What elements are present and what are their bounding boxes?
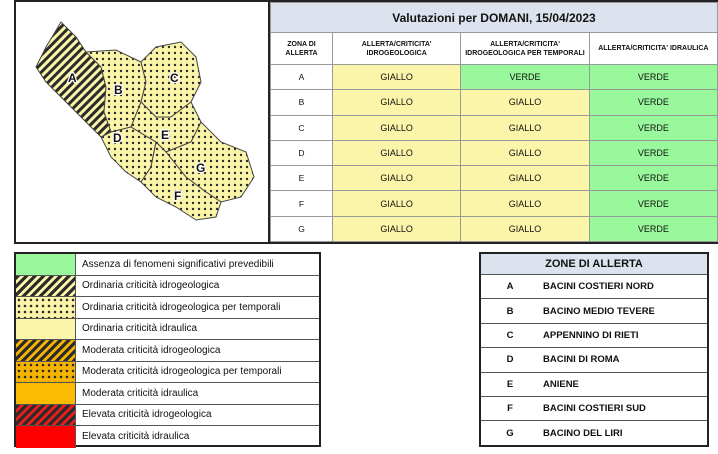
legend-swatch-yellow-stripe [16, 276, 76, 297]
top-panel [14, 0, 718, 244]
zones-panel [479, 252, 709, 447]
row-idro: GIALLO [333, 166, 461, 191]
table-row [271, 166, 718, 191]
legend-item [16, 405, 319, 427]
legend-label: Ordinaria criticità idraulica [82, 323, 198, 335]
table-row [271, 115, 718, 140]
legend-swatch-red-stripe [16, 405, 76, 426]
row-idraulica: VERDE [589, 216, 717, 241]
list-item [481, 299, 707, 323]
zone-letter: B [506, 305, 514, 317]
legend-label: Assenza di fenomeni significativi prevedibili [82, 258, 274, 270]
zone-name: ANIENE [543, 378, 579, 390]
row-temp: GIALLO [461, 115, 589, 140]
table-title: Valutazioni per DOMANI, 15/04/2023 [271, 3, 718, 33]
zone-letter: F [507, 403, 513, 415]
zones-title: ZONE DI ALLERTA [481, 254, 707, 275]
zone-letter: D [506, 354, 514, 366]
legend-swatch-orange [16, 383, 76, 404]
zone-b-label: B [114, 83, 123, 97]
row-idro: GIALLO [333, 115, 461, 140]
legend-label: Moderata criticità idrogeologica per temporali [82, 366, 282, 378]
zone-c-label: C [170, 71, 179, 85]
row-zone: D [271, 140, 333, 165]
legend-item [16, 276, 319, 298]
row-idraulica: VERDE [589, 191, 717, 216]
row-idraulica: VERDE [589, 90, 717, 115]
row-zone: F [271, 191, 333, 216]
legend-label: Moderata criticità idraulica [82, 387, 199, 399]
row-idraulica: VERDE [589, 140, 717, 165]
table-row [271, 90, 718, 115]
legend-item [16, 297, 319, 319]
zone-d-label: D [113, 131, 122, 145]
legend-item [16, 426, 319, 448]
row-zone: A [271, 65, 333, 90]
evaluation-table-wrapper [268, 2, 718, 242]
legend-item [16, 362, 319, 384]
row-idraulica: VERDE [589, 65, 717, 90]
legend-label: Ordinaria criticità idrogeologica per temporali [82, 301, 281, 313]
zone-g-label: G [196, 161, 206, 175]
legend-swatch-red [16, 426, 76, 448]
row-idro: GIALLO [333, 90, 461, 115]
zone-name: BACINO MEDIO TEVERE [543, 305, 655, 317]
row-temp: VERDE [461, 65, 589, 90]
legend-item [16, 319, 319, 341]
legend-label: Ordinaria criticità idrogeologica [82, 280, 220, 292]
header-idraulica: ALLERTA/CRITICITA' IDRAULICA [589, 33, 717, 65]
row-zone: E [271, 166, 333, 191]
row-zone: C [271, 115, 333, 140]
zone-name: APPENNINO DI RIETI [543, 329, 639, 341]
legend-label: Moderata criticità idrogeologica [82, 344, 221, 356]
legend-label: Elevata criticità idrogeologica [82, 409, 212, 421]
lazio-alert-map [16, 2, 268, 242]
map-svg [16, 2, 268, 242]
row-temp: GIALLO [461, 216, 589, 241]
list-item [481, 275, 707, 299]
legend-swatch-yellow-dots [16, 297, 76, 318]
table-row [271, 140, 718, 165]
row-temp: GIALLO [461, 140, 589, 165]
list-item [481, 324, 707, 348]
header-zone: ZONA DI ALLERTA [271, 33, 333, 65]
legend-item [16, 254, 319, 276]
list-item [481, 373, 707, 397]
list-item [481, 348, 707, 372]
zone-e-label: E [161, 128, 170, 142]
legend-swatch-green [16, 254, 76, 275]
row-temp: GIALLO [461, 191, 589, 216]
zone-letter: C [506, 329, 514, 341]
zone-f-label: F [174, 189, 182, 203]
row-idro: GIALLO [333, 140, 461, 165]
table-row [271, 191, 718, 216]
zone-name: BACINI COSTIERI SUD [543, 403, 646, 415]
row-idro: GIALLO [333, 191, 461, 216]
legend-label: Elevata criticità idraulica [82, 431, 190, 443]
legend-item [16, 340, 319, 362]
legend-swatch-orange-stripe [16, 340, 76, 361]
zone-name: BACINI DI ROMA [543, 354, 620, 366]
row-idraulica: VERDE [589, 115, 717, 140]
row-zone: B [271, 90, 333, 115]
zone-a-label: A [68, 71, 77, 85]
header-idrogeologica: ALLERTA/CRITICITA' IDROGEOLOGICA [333, 33, 461, 65]
legend-swatch-orange-dots [16, 362, 76, 383]
zone-name: BACINI COSTIERI NORD [543, 281, 654, 293]
row-zone: G [271, 216, 333, 241]
evaluation-table [270, 2, 718, 242]
table-row [271, 65, 718, 90]
zone-name: BACINO DEL LIRI [543, 428, 623, 440]
row-idraulica: VERDE [589, 166, 717, 191]
table-row [271, 216, 718, 241]
legend-panel [14, 252, 321, 447]
legend-swatch-yellow [16, 319, 76, 340]
row-temp: GIALLO [461, 166, 589, 191]
header-temporali: ALLERTA/CRITICITA' IDROGEOLOGICA PER TEMPORALI [461, 33, 589, 65]
list-item [481, 421, 707, 445]
row-idro: GIALLO [333, 216, 461, 241]
zone-letter: A [506, 281, 514, 293]
zone-letter: G [506, 428, 514, 440]
zone-letter: E [506, 378, 514, 390]
row-idro: GIALLO [333, 65, 461, 90]
row-temp: GIALLO [461, 90, 589, 115]
legend-item [16, 383, 319, 405]
list-item [481, 397, 707, 421]
